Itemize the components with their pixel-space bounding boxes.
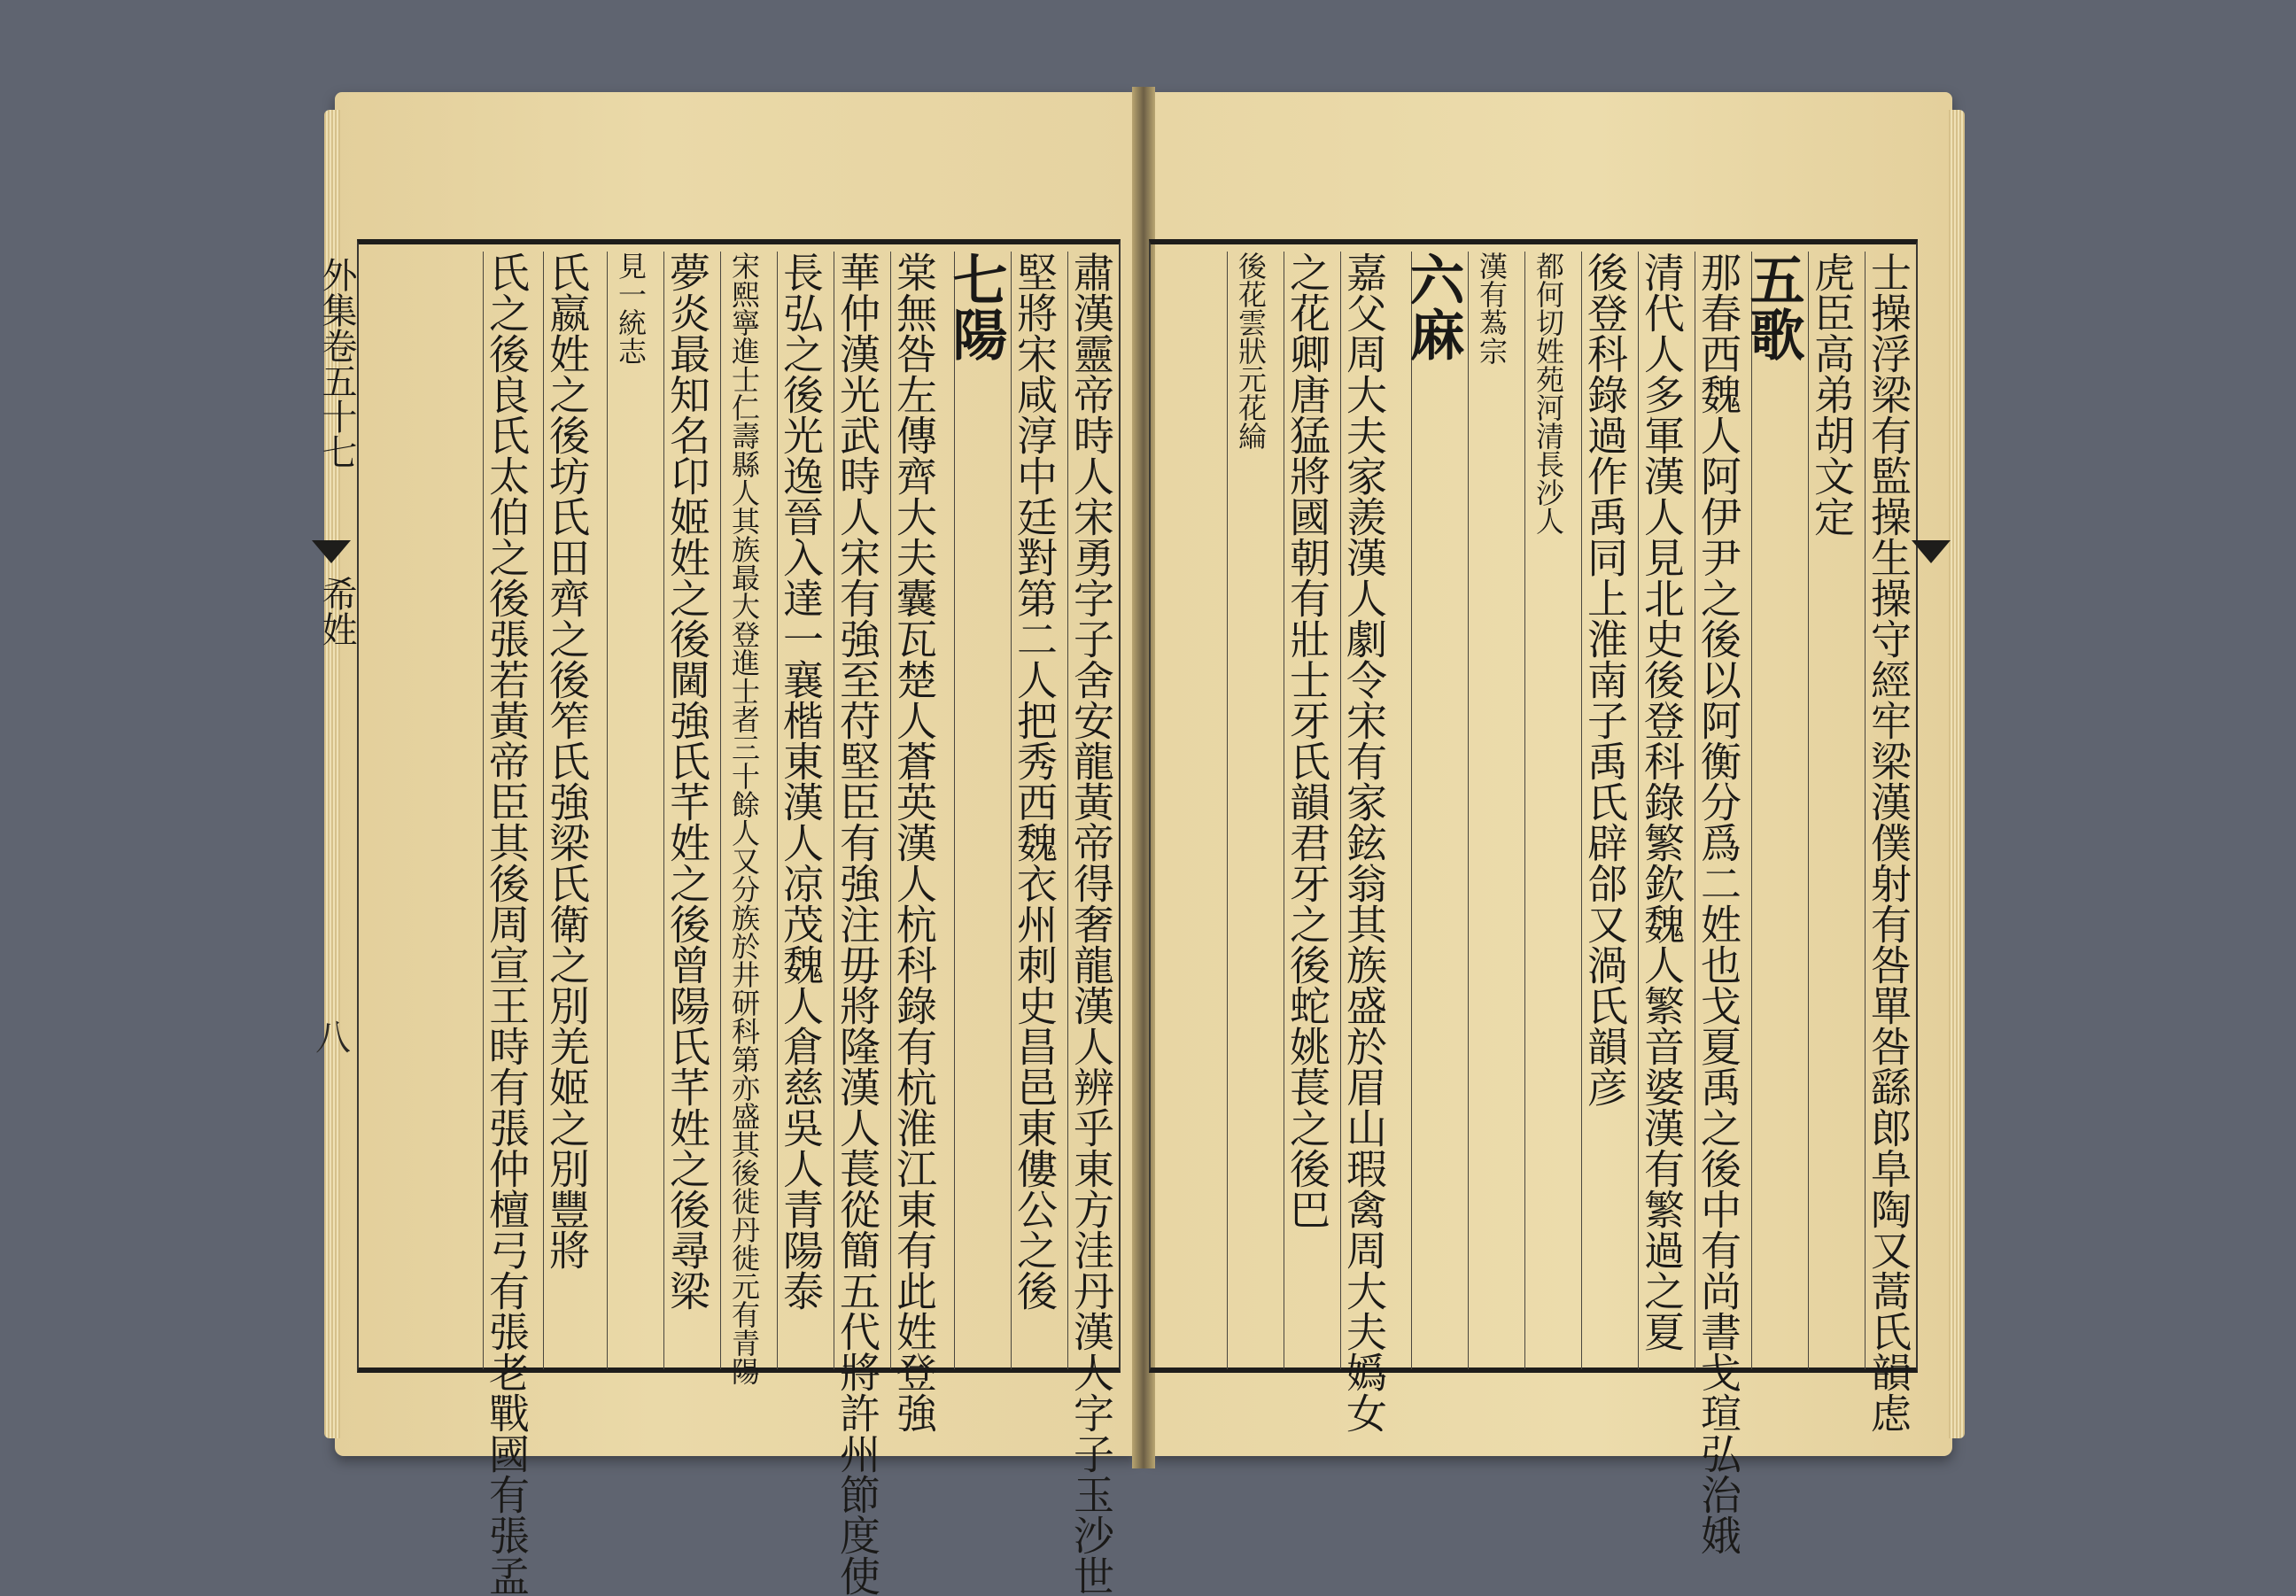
text-column: 後花雲狀元花綸 (1227, 252, 1275, 1369)
page-number: 八 (315, 1018, 351, 1058)
fishtail-mark (1912, 540, 1951, 563)
text-column: 宋熙寧進士仁壽縣人其族最大登進士者三十餘人又分族於井研科第亦盛其後徙丹徙元有青陽 (720, 252, 768, 1369)
right-page-edges (1949, 110, 1965, 1438)
chapter-subtitle: 希姓 (316, 576, 357, 647)
text-column: 那春西魏人阿伊尹之後以阿衡分爲二姓也戈夏禹之後中有尚書戈瑄弘治娥 (1695, 252, 1742, 1555)
text-column: 棠無咎左傳齊大夫囊瓦楚人蒼英漢人杭科錄有杭淮江東有此姓登強 (890, 252, 938, 1433)
text-column: 長弘之後光逸晉入達一襄楷東漢人凉茂魏人倉慈吳人青陽泰 (777, 252, 825, 1369)
text-column: 氏之後良氏太伯之後張若黃帝臣其後周宣王時有張仲檀弓有張老戰國有張孟 (483, 252, 531, 1596)
text-column: 嘉父周大夫家羨漢人劇令宋有家鉉翁其族盛於眉山瑕禽周大夫嬀女 (1340, 252, 1388, 1433)
text-column: 氏嬴姓之後坊氏田齊之後笮氏強梁氏衛之別羌姬之別豐將 (543, 252, 591, 1369)
text-column: 堅將宋咸淳中廷對第二人把秀西魏衣州刺史昌邑東僂公之後 (1011, 252, 1059, 1369)
text-column: 士操浮梁有監操生操守經牢梁漢僕射有咎單咎繇郎阜陶又蒿氏韻虑 (1865, 252, 1912, 1433)
text-column: 虎臣高弟胡文定 (1808, 252, 1856, 1369)
section-heading: 七陽 (954, 252, 1002, 1369)
text-column: 肅漢靈帝時人宋勇字子舍安龍黃帝得奢龍漢人辨乎東方洼丹漢人字子玉沙世 (1067, 252, 1115, 1596)
text-column: 見一統志 (607, 252, 655, 1369)
text-column: 華仲漢光武時人宋有強至苻堅臣有強注毋將隆漢人萇從簡五代將許州節度使 (834, 252, 881, 1596)
left-page-text-frame (357, 239, 1121, 1596)
fishtail-mark (312, 540, 351, 563)
right-page-text-frame (1149, 239, 1918, 1555)
text-column: 後登科錄過作禹同上淮南子禹氏辟郃又渦氏韻彦 (1581, 252, 1629, 1369)
text-column: 夢炎最知名卬姬姓之後閫強氏芊姓之後曾陽氏芊姓之後尋梁 (663, 252, 711, 1369)
text-column: 之花卿唐猛將國朝有壯士牙氏韻君牙之後蛇姚萇之後巴 (1284, 252, 1331, 1369)
section-heading: 六麻 (1411, 252, 1459, 1369)
text-column: 清代人多軍漢人見北史後登科錄繁欽魏人繁音婆漢有繁過之夏 (1638, 252, 1686, 1369)
text-column: 漢有蒍宗 (1468, 252, 1516, 1369)
text-column: 都何切姓苑河清長沙人 (1524, 252, 1572, 1369)
volume-title: 外集卷五十七 (316, 257, 357, 469)
section-heading: 五歌 (1751, 252, 1799, 1369)
